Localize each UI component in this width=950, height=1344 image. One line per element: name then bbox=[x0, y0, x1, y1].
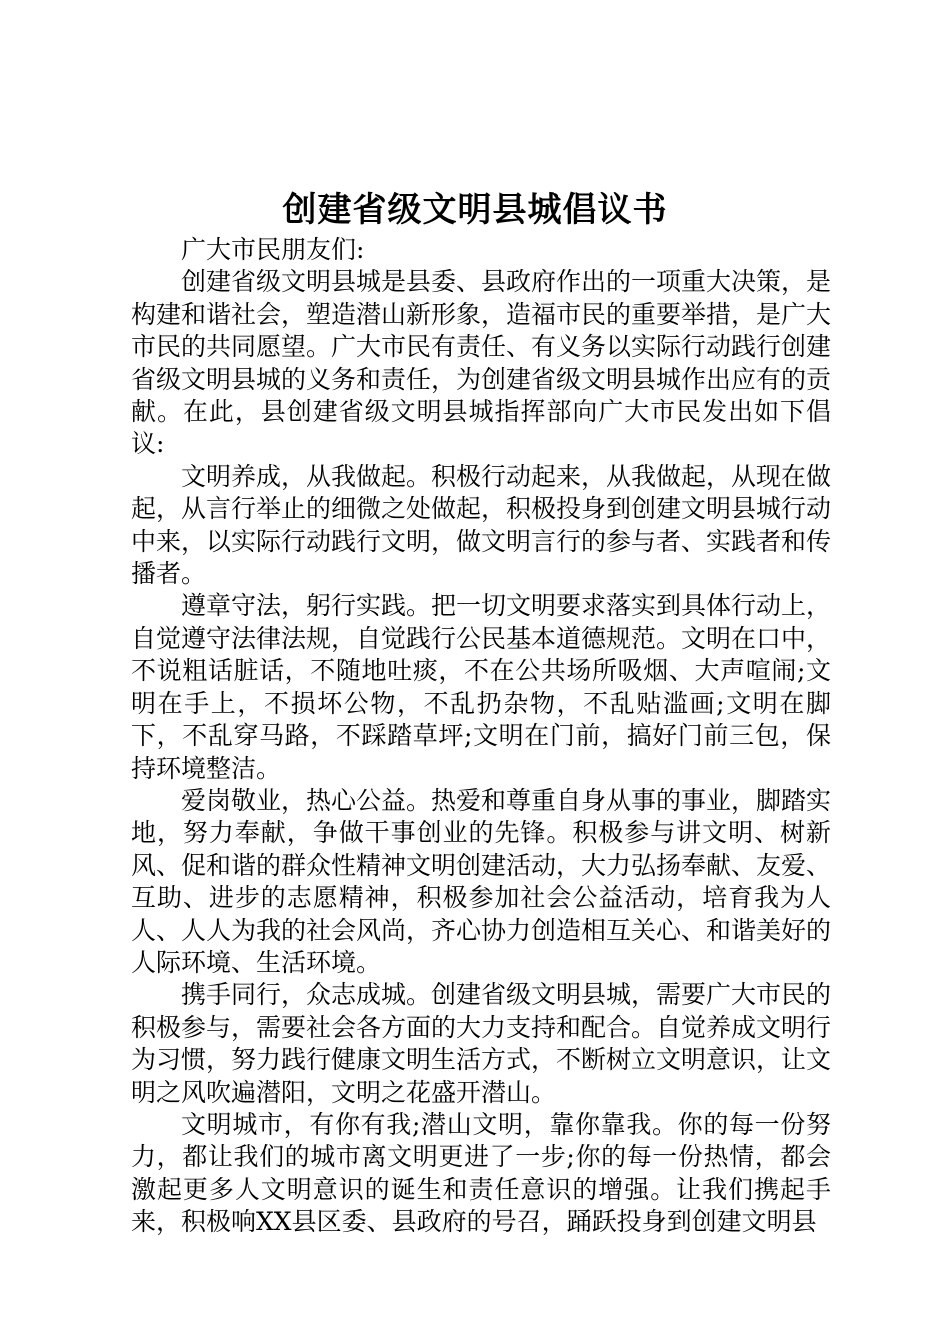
paragraph-obey-law: 遵章守法，躬行实践。把一切文明要求落实到具体行动上，自觉遵守法律法规，自觉践行公民基本道德规范。文明在口中，不说粗话脏话，不随地吐痰，不在公共场所吸烟、大声喧闹;文明在手上，不损坏公物，不乱扔杂物，不乱贴滥画;文明在脚下，不乱穿马路，不踩踏草坪;文明在门前，搞好门前三包，保持环境整洁。 bbox=[131, 591, 832, 783]
document-title: 创建省级文明县城倡议书 bbox=[282, 190, 668, 230]
paragraph-civility-start: 文明养成，从我做起。积极行动起来，从我做起，从现在做起，从言行举止的细微之处做起，积极投身到创建文明县城行动中来，以实际行动践行文明，做文明言行的参与者、实践者和传播者。 bbox=[131, 461, 832, 589]
salutation: 广大市民朋友们: bbox=[181, 235, 365, 264]
document-body bbox=[131, 234, 831, 1239]
paragraph-dedication: 爱岗敬业，热心公益。热爱和尊重自身从事的事业，脚踏实地，努力奉献，争做干事创业的先锋。积极参与讲文明、树新风、促和谐的群众性精神文明创建活动，大力弘扬奉献、友爱、互助、进步的志愿精神，积极参加社会公益活动，培育我为人人、人人为我的社会风尚，齐心协力创造相互关心、和谐美好的人际环境、生活环境。 bbox=[131, 785, 832, 977]
paragraph-together: 携手同行，众志成城。创建省级文明县城，需要广大市民的积极参与，需要社会各方面的大力支持和配合。自觉养成文明行为习惯，努力践行健康文明生活方式，不断树立文明意识，让文明之风吹遍潜阳，文明之花盛开潜山。 bbox=[131, 980, 832, 1107]
paragraph-civilized-city: 文明城市，有你有我;潜山文明，靠你靠我。你的每一份努力，都让我们的城市离文明更进了一步;你的每一份热情，都会激起更多人文明意识的诞生和责任意识的增强。让我们携起手来，积极响XX县区委、县政府的号召，踊跃投身到创建文明县 bbox=[131, 1109, 831, 1237]
paragraph-intro: 创建省级文明县城是县委、县政府作出的一项重大决策，是构建和谐社会，塑造潜山新形象，造福市民的重要举措，是广大市民的共同愿望。广大市民有责任、有义务以实际行动践行创建省级文明县城的义务和责任，为创建省级文明县城作出应有的贡献。在此，县创建省级文明县城指挥部向广大市民发出如下倡议: bbox=[131, 267, 832, 459]
